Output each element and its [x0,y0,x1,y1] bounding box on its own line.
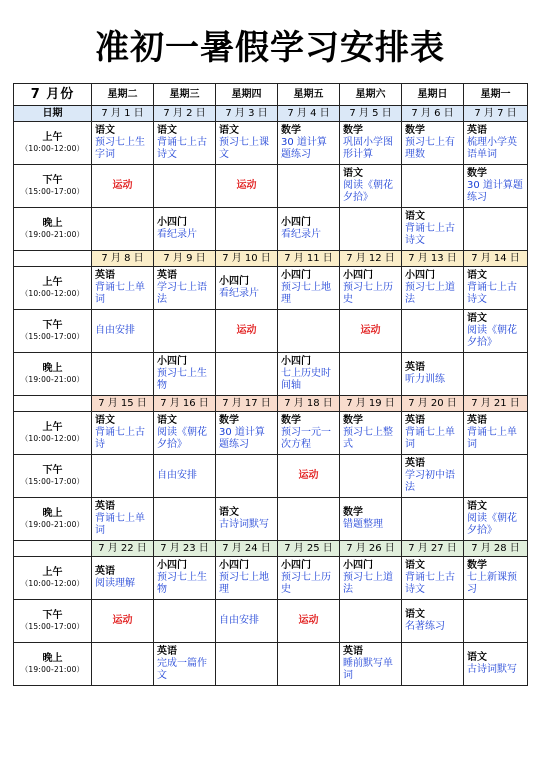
subject-label: 小四门 [281,356,311,367]
empty-cell [154,600,216,643]
subject-label: 数学 [281,125,301,136]
subject-label: 数学 [343,125,363,136]
empty-cell [216,353,278,396]
task-text: 预习七上道法 [343,572,393,595]
task-text: 七上历史时间轴 [281,368,331,391]
slot-label: 晚上 [42,653,63,664]
empty-cell [340,600,402,643]
date-cell: 7 月 22 日 [92,541,154,557]
slot-time: （19:00-21:00） [20,520,85,529]
empty-cell [464,600,528,643]
sport-cell: 运动 [278,600,340,643]
schedule-cell [92,412,154,455]
date-cell: 7 月 18 日 [278,396,340,412]
schedule-cell [340,498,402,541]
sport-cell: 运动 [340,310,402,353]
date-cell: 7 月 24 日 [216,541,278,557]
empty-cell [464,208,528,251]
subject-label: 小四门 [281,560,311,571]
time-slot-am [14,412,92,455]
task-text: 预习七上课文 [219,137,269,160]
date-cell: 7 月 21 日 [464,396,528,412]
page-title: 准初一暑假学习安排表 [95,28,445,68]
schedule-cell [92,122,154,165]
schedule-table [13,83,528,686]
task-text: 背诵七上古诗文 [405,223,455,246]
task-text: 古诗词默写 [467,664,517,675]
task-text: 看纪录片 [157,229,197,240]
schedule-cell [464,267,528,310]
empty-cell [402,310,464,353]
empty-cell [92,353,154,396]
date-cell: 7 月 17 日 [216,396,278,412]
date-cell: 7 月 2 日 [154,106,216,122]
slot-row-pm [14,310,528,353]
slot-row-am [14,122,528,165]
subject-label: 语文 [405,211,425,222]
schedule-cell [340,165,402,208]
task-text: 背诵七上古诗文 [405,572,455,595]
task-text: 睡前默写单词 [343,658,393,681]
date-cell: 7 月 7 日 [464,106,528,122]
subject-label: 数学 [405,125,425,136]
task-text: 阅读《朝花夕拾》 [467,325,517,348]
time-slot-eve [14,353,92,396]
schedule-cell [340,267,402,310]
empty-cell [216,455,278,498]
task-text: 阅读《朝花夕拾》 [343,180,393,203]
subject-label: 语文 [467,652,487,663]
weekday-header: 星期六 [340,84,402,106]
schedule-cell [278,267,340,310]
slot-time: （15:00-17:00） [20,332,85,341]
empty-cell [340,208,402,251]
subject-label: 语文 [467,313,487,324]
subject-label: 英语 [405,415,425,426]
schedule-cell [216,498,278,541]
schedule-cell [216,122,278,165]
subject-label: 英语 [405,458,425,469]
task-text: 背诵七上古诗文 [467,282,517,305]
date-cell: 7 月 15 日 [92,396,154,412]
schedule-cell [340,412,402,455]
schedule-cell [154,353,216,396]
date-cell: 7 月 20 日 [402,396,464,412]
schedule-cell [402,208,464,251]
date-label-empty [14,251,92,267]
subject-label: 英语 [467,125,487,136]
schedule-cell [278,122,340,165]
weekday-header: 星期四 [216,84,278,106]
schedule-cell [402,267,464,310]
schedule-cell [402,600,464,643]
slot-label: 上午 [42,422,63,433]
empty-cell [92,208,154,251]
weekday-header: 星期二 [92,84,154,106]
task-text: 听力训练 [405,374,445,385]
free-plan-cell: 自由安排 [92,310,154,353]
task-text: 巩固小学图形计算 [343,137,393,160]
schedule-cell [402,455,464,498]
date-label-empty [14,541,92,557]
empty-cell [216,643,278,686]
subject-label: 语文 [157,125,177,136]
free-plan-cell: 自由安排 [216,600,278,643]
schedule-cell [464,412,528,455]
schedule-cell [216,557,278,600]
subject-label: 英语 [95,501,115,512]
task-text: 预习七上地理 [219,572,269,595]
task-text: 看纪录片 [219,288,259,299]
date-cell: 7 月 25 日 [278,541,340,557]
empty-cell [278,498,340,541]
slot-label: 下午 [42,320,63,331]
date-cell: 7 月 14 日 [464,251,528,267]
empty-cell [464,353,528,396]
task-text: 错题整理 [343,519,383,530]
task-text: 预习七上整式 [343,427,393,450]
schedule-cell [402,412,464,455]
date-cell: 7 月 11 日 [278,251,340,267]
time-slot-am [14,557,92,600]
task-text: 30 道计算题练习 [467,180,523,203]
date-cell: 7 月 3 日 [216,106,278,122]
schedule-cell [464,122,528,165]
time-slot-pm [14,455,92,498]
schedule-cell [402,353,464,396]
task-text: 30 道计算题练习 [281,137,327,160]
slot-time: （19:00-21:00） [20,375,85,384]
task-text: 预习七上地理 [281,282,331,305]
slot-label: 晚上 [42,508,63,519]
empty-cell [464,455,528,498]
slot-label: 下午 [42,465,63,476]
subject-label: 英语 [157,646,177,657]
schedule-cell [92,498,154,541]
task-text: 预习七上道法 [405,282,455,305]
slot-row-am [14,557,528,600]
task-text: 预习七上历史 [281,572,331,595]
slot-row-eve [14,498,528,541]
subject-label: 英语 [405,362,425,373]
schedule-cell [154,557,216,600]
schedule-cell [278,557,340,600]
slot-label: 下午 [42,610,63,621]
sport-cell: 运动 [92,165,154,208]
task-text: 阅读理解 [95,578,135,589]
date-row [14,396,528,412]
schedule-cell [340,557,402,600]
empty-cell [278,165,340,208]
schedule-cell [340,122,402,165]
subject-label: 小四门 [157,217,187,228]
schedule-cell [464,165,528,208]
schedule-cell [464,498,528,541]
slot-row-pm [14,455,528,498]
schedule-cell [216,412,278,455]
schedule-cell [92,557,154,600]
date-row [14,106,528,122]
empty-cell [92,643,154,686]
subject-label: 数学 [219,415,239,426]
subject-label: 语文 [95,125,115,136]
schedule-cell [402,122,464,165]
slot-row-am [14,267,528,310]
subject-label: 语文 [219,125,239,136]
sport-cell: 运动 [216,310,278,353]
empty-cell [402,643,464,686]
date-cell: 7 月 5 日 [340,106,402,122]
task-text: 七上新课预习 [467,572,517,595]
schedule-cell [154,208,216,251]
empty-cell [340,455,402,498]
schedule-cell [154,267,216,310]
task-text: 古诗词默写 [219,519,269,530]
schedule-cell [340,643,402,686]
schedule-cell [464,643,528,686]
subject-label: 英语 [157,270,177,281]
subject-label: 英语 [95,270,115,281]
task-text: 预习七上有理数 [405,137,455,160]
schedule-cell [154,412,216,455]
task-text: 名著练习 [405,621,445,632]
task-text: 阅读《朝花夕拾》 [157,427,207,450]
date-cell: 7 月 8 日 [92,251,154,267]
empty-cell [278,643,340,686]
slot-row-eve [14,208,528,251]
time-slot-eve [14,208,92,251]
time-slot-am [14,122,92,165]
subject-label: 小四门 [281,270,311,281]
slot-label: 下午 [42,175,63,186]
subject-label: 语文 [219,507,239,518]
date-cell: 7 月 28 日 [464,541,528,557]
task-text: 看纪录片 [281,229,321,240]
schedule-cell [402,557,464,600]
slot-time: （19:00-21:00） [20,665,85,674]
schedule-cell [464,310,528,353]
subject-label: 数学 [281,415,301,426]
task-text: 阅读《朝花夕拾》 [467,513,517,536]
empty-cell [402,498,464,541]
slot-time: （15:00-17:00） [20,622,85,631]
time-slot-pm [14,600,92,643]
schedule-cell [278,412,340,455]
slot-time: （10:00-12:00） [20,434,85,443]
task-text: 背诵七上单词 [95,513,145,536]
task-text: 预习七上生字词 [95,137,145,160]
date-cell: 7 月 4 日 [278,106,340,122]
sport-cell: 运动 [216,165,278,208]
empty-cell [216,208,278,251]
time-slot-eve [14,643,92,686]
subject-label: 语文 [405,560,425,571]
empty-cell [402,165,464,208]
date-cell: 7 月 16 日 [154,396,216,412]
task-text: 完成一篇作文 [157,658,207,681]
schedule-cell [154,122,216,165]
subject-label: 小四门 [281,217,311,228]
empty-cell [92,455,154,498]
date-row [14,251,528,267]
schedule-cell [92,267,154,310]
slot-time: （10:00-12:00） [20,144,85,153]
empty-cell [340,353,402,396]
subject-label: 数学 [467,560,487,571]
subject-label: 小四门 [343,560,373,571]
slot-label: 上午 [42,567,63,578]
task-text: 梳理小学英语单词 [467,137,517,160]
subject-label: 语文 [95,415,115,426]
subject-label: 小四门 [405,270,435,281]
date-cell: 7 月 9 日 [154,251,216,267]
subject-label: 语文 [157,415,177,426]
time-slot-pm [14,165,92,208]
slot-time: （19:00-21:00） [20,230,85,239]
slot-row-eve [14,353,528,396]
schedule-cell [278,353,340,396]
weekday-header: 星期一 [464,84,528,106]
empty-cell [154,165,216,208]
subject-label: 语文 [405,609,425,620]
task-text: 预习七上生物 [157,368,207,391]
empty-cell [154,498,216,541]
task-text: 背诵七上单词 [405,427,455,450]
date-cell: 7 月 6 日 [402,106,464,122]
date-cell: 7 月 1 日 [92,106,154,122]
task-text: 预习一元一次方程 [281,427,331,450]
date-cell: 7 月 27 日 [402,541,464,557]
slot-label: 晚上 [42,363,63,374]
subject-label: 语文 [467,270,487,281]
slot-row-eve [14,643,528,686]
date-cell: 7 月 26 日 [340,541,402,557]
sport-cell: 运动 [278,455,340,498]
task-text: 背诵七上古诗文 [157,137,207,160]
date-label-empty [14,396,92,412]
slot-time: （10:00-12:00） [20,579,85,588]
subject-label: 英语 [343,646,363,657]
task-text: 30 道计算题练习 [219,427,265,450]
sport-cell: 运动 [92,600,154,643]
subject-label: 数学 [467,168,487,179]
weekday-header: 星期三 [154,84,216,106]
subject-label: 小四门 [219,560,249,571]
slot-row-pm [14,165,528,208]
subject-label: 小四门 [157,356,187,367]
task-text: 预习七上历史 [343,282,393,305]
task-text: 学习初中语法 [405,470,455,493]
month-header: 7 月份 [14,84,92,106]
date-row [14,541,528,557]
subject-label: 小四门 [157,560,187,571]
date-cell: 7 月 23 日 [154,541,216,557]
date-cell: 7 月 19 日 [340,396,402,412]
weekday-header: 星期日 [402,84,464,106]
task-text: 学习七上语法 [157,282,207,305]
subject-label: 语文 [467,501,487,512]
subject-label: 英语 [467,415,487,426]
slot-row-pm [14,600,528,643]
slot-label: 上午 [42,132,63,143]
date-label: 日期 [14,106,92,122]
slot-time: （15:00-17:00） [20,477,85,486]
task-text: 背诵七上古诗 [95,427,145,450]
task-text: 预习七上生物 [157,572,207,595]
empty-cell [154,310,216,353]
subject-label: 小四门 [219,276,249,287]
slot-row-am [14,412,528,455]
schedule-cell [216,267,278,310]
time-slot-am [14,267,92,310]
schedule-cell [464,557,528,600]
time-slot-eve [14,498,92,541]
subject-label: 英语 [95,566,115,577]
subject-label: 小四门 [343,270,373,281]
empty-cell [278,310,340,353]
weekday-header: 星期五 [278,84,340,106]
task-text: 背诵七上单词 [95,282,145,305]
date-cell: 7 月 12 日 [340,251,402,267]
subject-label: 语文 [343,168,363,179]
task-text: 背诵七上单词 [467,427,517,450]
subject-label: 数学 [343,415,363,426]
slot-label: 晚上 [42,218,63,229]
free-plan-cell: 自由安排 [154,455,216,498]
slot-time: （15:00-17:00） [20,187,85,196]
slot-time: （10:00-12:00） [20,289,85,298]
subject-label: 数学 [343,507,363,518]
date-cell: 7 月 10 日 [216,251,278,267]
schedule-cell [278,208,340,251]
schedule-cell [154,643,216,686]
slot-label: 上午 [42,277,63,288]
time-slot-pm [14,310,92,353]
date-cell: 7 月 13 日 [402,251,464,267]
